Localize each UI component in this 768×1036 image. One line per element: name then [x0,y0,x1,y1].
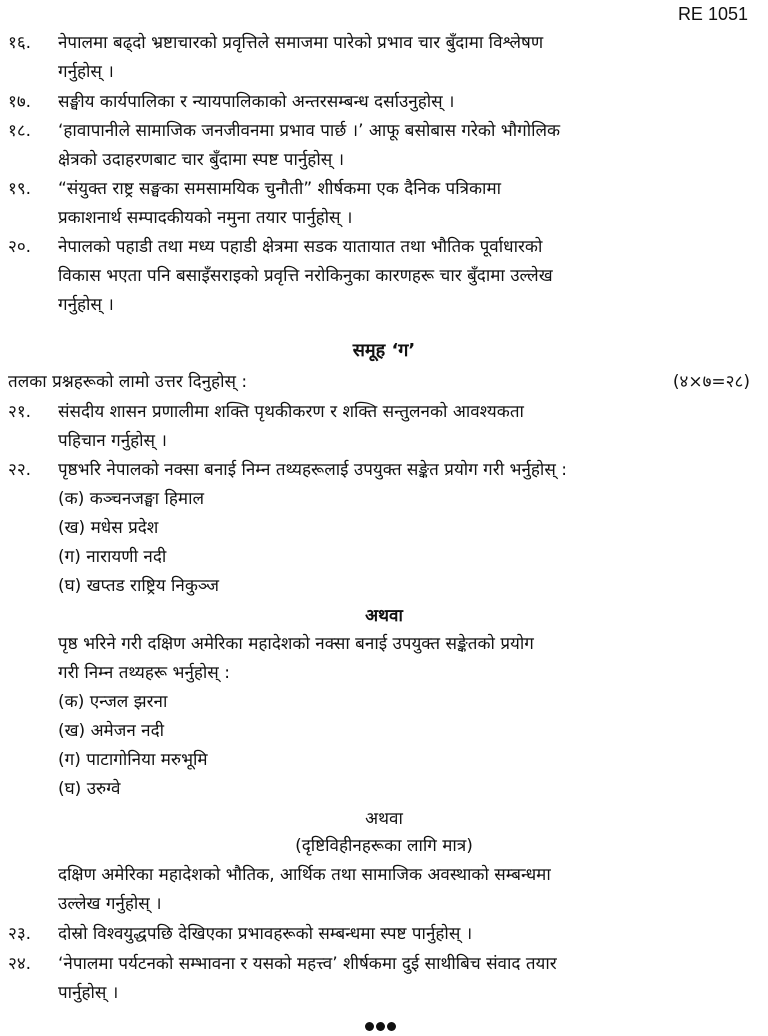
or-divider: अथवा [365,809,403,829]
list-item: (क) कञ्चनजङ्घा हिमाल [58,489,204,509]
group-instruction-row [8,368,750,397]
question-text-line: दोस्रो विश्वयुद्धपछि देखिएका प्रभावहरूको सम्बन्धमा स्पष्ट पार्नुहोस् । [58,924,473,944]
list-item: (ग) नारायणी नदी [58,547,167,567]
end-dots-icon [364,1016,404,1026]
question-number: १८. [8,121,32,141]
group-heading: समूह ‘ग’ [352,340,416,361]
question-text-line: सङ्घीय कार्यपालिका र न्यायपालिकाको अन्तरसम्बन्ध दर्साउनुहोस् । [58,92,455,112]
question-22 [8,456,750,485]
question-text-line: ‘नेपालमा पर्यटनको सम्भावना र यसको महत्त्व’ शीर्षकमा दुई साथीबिच संवाद तयार [58,954,557,974]
question-text-line: दक्षिण अमेरिका महादेशको भौतिक, आर्थिक तथा सामाजिक अवस्थाको सम्बन्धमा [58,865,551,885]
list-item: (ख) मधेस प्रदेश [58,518,159,538]
question-24 [8,950,750,1008]
question-text-line: ‘हावापानीले सामाजिक जनजीवनमा प्रभाव पार्छ ।’ आफू बसोबास गरेको भौगोलिक [58,121,561,141]
question-number: १६. [8,33,32,53]
question-text-line: क्षेत्रको उदाहरणबाट चार बुँदामा स्पष्ट पार्नुहोस् । [58,150,345,170]
question-number: २४. [8,954,32,974]
question-number: २३. [8,924,32,944]
blind-candidates-note: (दृष्टिविहीनहरूका लागि मात्र) [295,836,473,856]
question-text-line: उल्लेख गर्नुहोस् । [58,894,162,914]
question-text-line: पृष्ठभरि नेपालको नक्सा बनाई निम्न तथ्यहरूलाई उपयुक्त सङ्केत प्रयोग गरी भर्नुहोस् : [58,460,567,480]
question-text-line: पहिचान गर्नुहोस् । [58,431,167,451]
question-text-line: नेपालको पहाडी तथा मध्य पहाडी क्षेत्रमा सडक यातायात तथा भौतिक पूर्वाधारको [58,237,543,257]
question-text-line: संसदीय शासन प्रणालीमा शक्ति पृथकीकरण र शक्ति सन्तुलनको आवश्यकता [58,402,524,422]
blind-alternative-question [58,861,750,919]
paper-code: RE 1051 [677,4,748,24]
question-text-line: नेपालमा बढ्दो भ्रष्टाचारको प्रवृत्तिले समाजमा पारेको प्रभाव चार बुँदामा विश्लेषण [58,33,544,53]
list-item: (ग) पाटागोनिया मरुभूमि [58,750,208,770]
list-item: (क) एन्जल झरना [58,692,168,712]
question-number: २२. [8,460,32,480]
list-item: (घ) उरुग्वे [58,779,121,799]
question-text-line: “संयुक्त राष्ट्र सङ्घका समसामयिक चुनौती” शीर्षकमा एक दैनिक पत्रिकामा [58,179,502,199]
list-item: (घ) खप्तड राष्ट्रिय निकुञ्ज [58,576,220,596]
or-divider: अथवा [365,606,403,626]
alternative-question [58,630,750,688]
question-text-line: पृष्ठ भरिने गरी दक्षिण अमेरिका महादेशको नक्सा बनाई उपयुक्त सङ्केतको प्रयोग [58,634,534,654]
question-text-line: गर्नुहोस् । [58,295,114,315]
question-23 [8,920,750,949]
question-16 [8,29,750,87]
list-item: (ख) अमेजन नदी [58,721,165,741]
question-text-line: गर्नुहोस् । [58,62,114,82]
question-21 [8,398,750,456]
question-text-line: गरी निम्न तथ्यहरू भर्नुहोस् : [58,663,230,683]
question-text-line: विकास भएता पनि बसाइँसराइको प्रवृत्ति नरोकिनुका कारणहरू चार बुँदामा उल्लेख [58,266,553,286]
question-number: १९. [8,179,32,199]
question-20 [8,233,750,320]
question-19 [8,175,750,233]
question-17 [8,88,750,117]
question-text-line: पार्नुहोस् । [58,983,119,1003]
marks-allocation: (४×७=२८) [672,372,750,392]
question-number: २१. [8,402,32,422]
question-18 [8,117,750,175]
group-instruction: तलका प्रश्नहरूको लामो उत्तर दिनुहोस् : [8,372,248,392]
question-number: १७. [8,92,32,112]
question-text-line: प्रकाशनार्थ सम्पादकीयको नमुना तयार पार्नुहोस् । [58,208,353,228]
question-number: २०. [8,237,32,257]
